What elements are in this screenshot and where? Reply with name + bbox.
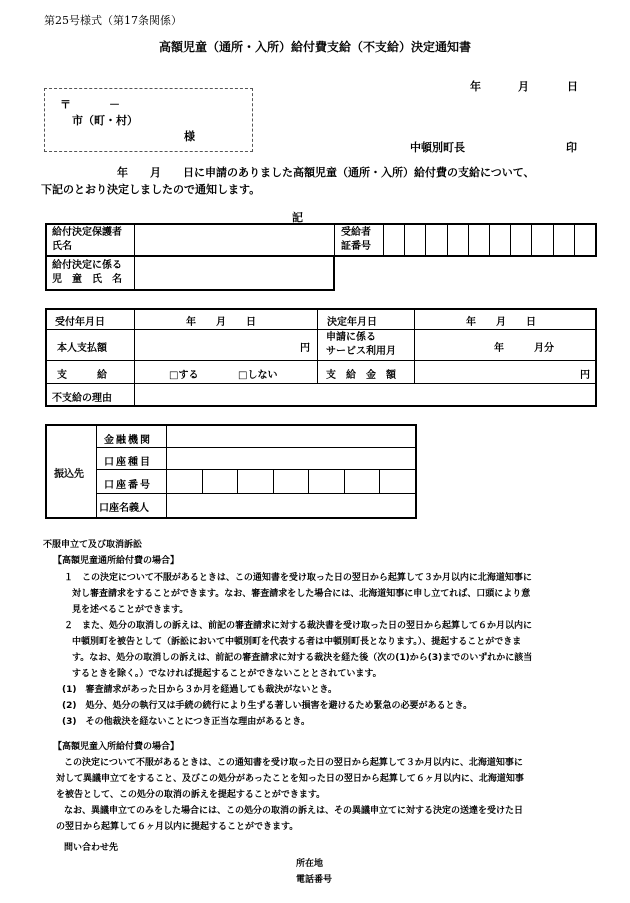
t2-vline-2 (317, 310, 318, 383)
account-holder-label: 口座名義人 (99, 503, 149, 514)
digit-cell[interactable] (345, 470, 381, 493)
residential-para1-line2: 対して異議申立てをすること、及びこの処分があったことを知った日の翌日から起算して６ヶ月以内に、北海道知事 (56, 774, 524, 784)
digit-cell[interactable] (203, 470, 239, 493)
pay-no-checkbox[interactable]: □しない (238, 370, 278, 381)
payment-unit: 円 (300, 343, 310, 354)
document-title: 高額児童（通所・入所）給付費支給（不支給）決定通知書 (158, 40, 471, 54)
bank-field[interactable] (167, 426, 415, 447)
transfer-group-label: 振込先 (54, 469, 84, 480)
payment-label: 本人支払額 (57, 343, 107, 354)
account-holder-field[interactable] (167, 494, 415, 517)
t1-vline-1 (134, 225, 135, 289)
pay-amount-label: 支 給 金 額 (326, 370, 396, 381)
t2-hline-2 (47, 360, 595, 361)
daycare-para2-line2: 中頓別町を被告として（訴訟において中頓別町を代表する者は中頓別町長となります。）、提起することができま (72, 637, 522, 647)
residential-subheading: 【高額児童入所給付費の場合】 (53, 742, 180, 752)
child-label-line2: 児 童 氏 名 (52, 274, 122, 285)
digit-cell[interactable] (575, 225, 595, 255)
account-number-label: 口座番号 (104, 480, 152, 491)
residential-para2-line1: なお、異議申立てのみをした場合には、この処分の取消の訴えは、その異議申立てに対する決定の送達を受けた日 (64, 806, 524, 816)
recipient-label-line2: 証番号 (341, 241, 371, 252)
form-number-label: 第25号様式（第17条関係） (44, 14, 182, 27)
condition-3: (3) その他裁決を経ないことにつき正当な理由があるとき。 (62, 717, 310, 727)
city-label: 市（町・村） (72, 114, 138, 127)
daycare-subheading: 【高額児童通所給付費の場合】 (53, 556, 180, 566)
daycare-para2-line1: ２ また、処分の取消しの訴えは、前記の審査請求に対する裁決書を受け取った日の翌日から起算して６か月以内に (64, 621, 533, 631)
guardian-name-field[interactable] (136, 226, 333, 254)
digit-cell[interactable] (384, 225, 405, 255)
rejection-reason-field[interactable] (136, 385, 594, 404)
digit-cell[interactable] (167, 470, 203, 493)
digit-cell[interactable] (238, 470, 274, 493)
digit-cell[interactable] (532, 225, 553, 255)
digit-cell[interactable] (448, 225, 469, 255)
digit-cell[interactable] (380, 470, 415, 493)
rejection-reason-label: 不支給の理由 (52, 393, 112, 404)
date-month: 月 (518, 80, 529, 93)
pay-amount-unit: 円 (580, 370, 590, 381)
received-date-label: 受付年月日 (55, 317, 105, 328)
guardian-label-line2: 氏名 (52, 241, 72, 252)
ki-label: 記 (292, 211, 303, 224)
recipient-number-label (341, 226, 371, 254)
digit-cell[interactable] (490, 225, 511, 255)
seal-mark: 印 (566, 141, 577, 154)
condition-2: (2) 処分、処分の執行又は手続の続行により生ずる著しい損害を避けるため緊急の必要があるとき。 (62, 701, 473, 711)
t2-vline-1 (134, 310, 135, 405)
decision-date-value[interactable]: 年 月 日 (466, 317, 536, 328)
service-label-line1: 申請に係る (326, 332, 376, 343)
t2-hline-3 (47, 383, 595, 384)
account-type-label: 口座種目 (104, 457, 152, 468)
postal-mark: 〒 (60, 98, 71, 111)
child-name-field[interactable] (136, 257, 333, 289)
postal-dash: － (109, 98, 120, 111)
t2-vline-3 (414, 310, 415, 383)
service-label-line2: サービス利用月 (326, 346, 396, 357)
service-month-label (326, 331, 396, 359)
received-date-value[interactable]: 年 月 日 (186, 317, 256, 328)
issuer-name: 中頓別町長 (410, 141, 465, 154)
contact-label: 問い合わせ先 (64, 843, 119, 853)
honorific-sama: 様 (184, 130, 195, 143)
date-year: 年 (470, 80, 481, 93)
pay-status-label: 支 給 (57, 370, 107, 381)
digit-cell[interactable] (511, 225, 532, 255)
contact-phone-label: 電話番号 (296, 875, 333, 885)
service-month-value[interactable]: 年 月分 (494, 343, 554, 354)
daycare-para1-line1: １ この決定について不服があるときは、この通知書を受け取った日の翌日から起算して３か月以内に北海道知事に (64, 573, 532, 583)
residential-para2-line2: の翌日から起算して６ヶ月以内に提起することができます。 (56, 822, 299, 832)
recipient-label-line1: 受給者 (341, 227, 371, 238)
pay-yes-checkbox[interactable]: □する (169, 370, 199, 381)
contact-address-label: 所在地 (296, 859, 324, 869)
bank-label: 金融機関 (104, 435, 152, 446)
digit-cell[interactable] (274, 470, 310, 493)
daycare-para2-line4: するときを除く。）でなければ提起することができないこととされています。 (72, 669, 382, 679)
residential-para1-line3: を被告として、この処分の取消の訴えを提起することができます。 (56, 790, 326, 800)
daycare-para1-line2: 対し審査請求をすることができます。なお、審査請求をした場合には、北海道知事に申し立てれば、口頭により意 (72, 589, 531, 599)
recipient-number-cells[interactable] (384, 225, 595, 255)
t1-vline-2 (334, 225, 335, 255)
t2-hline-1 (47, 329, 595, 330)
residential-para1-line1: この決定について不服があるときは、この通知書を受け取った日の翌日から起算して３か月以内に、北海道知事に (64, 758, 523, 768)
digit-cell[interactable] (554, 225, 575, 255)
appeal-heading: 不服申立て及び取消訴訟 (43, 540, 143, 550)
digit-cell[interactable] (309, 470, 345, 493)
decision-date-label: 決定年月日 (327, 317, 377, 328)
intro-line-2: 下記のとおり決定しましたので通知します。 (41, 183, 261, 196)
account-number-cells[interactable] (167, 470, 415, 493)
daycare-para1-line3: 見を述べることができます。 (72, 605, 189, 615)
account-type-field[interactable] (167, 448, 415, 469)
condition-1: (1) 審査請求があった日から３か月を経過しても裁決がないとき。 (62, 685, 338, 695)
date-day: 日 (567, 80, 578, 93)
guardian-label (52, 226, 122, 254)
intro-line-1: 年 月 日に申請のありました高額児童（通所・入所）給付費の支給について、 (117, 166, 535, 179)
child-label-line1: 給付決定に係る (52, 260, 122, 271)
digit-cell[interactable] (469, 225, 490, 255)
digit-cell[interactable] (426, 225, 447, 255)
tr-vline-1 (96, 426, 97, 517)
daycare-para2-line3: す。なお、処分の取消しの訴えは、前記の審査請求に対する裁決を経た後（次の(1)から(3)までのいずれかに該当 (72, 653, 533, 663)
child-name-label (52, 259, 122, 287)
digit-cell[interactable] (405, 225, 426, 255)
guardian-label-line1: 給付決定保護者 (52, 227, 122, 238)
